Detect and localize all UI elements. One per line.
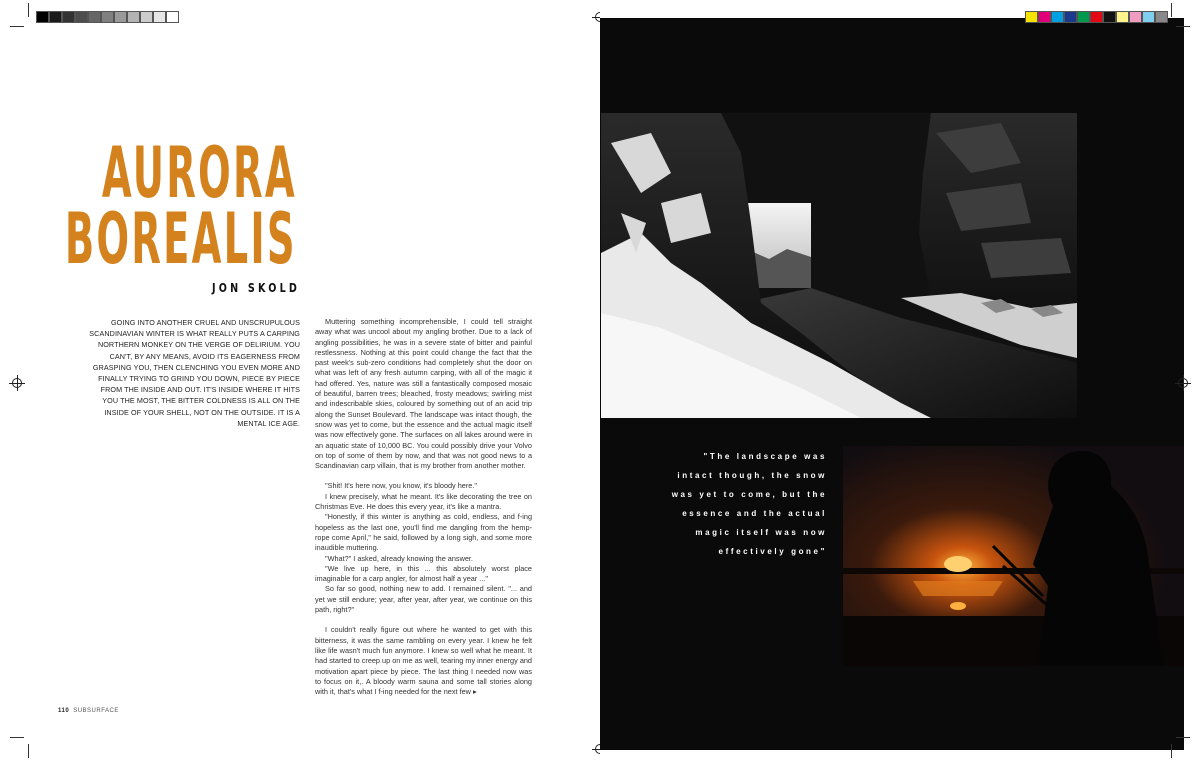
gray-patch [114, 11, 127, 23]
color-patch [1051, 11, 1064, 23]
gray-patch [127, 11, 140, 23]
pull-quote: "The landscape was intact though, the snow was yet to come, but the essence and the actual magic itself was now effectively gone" [671, 452, 827, 556]
article-title [64, 132, 297, 280]
color-patch [1142, 11, 1155, 23]
body-paragraph: Muttering something incomprehensible, I could tell straight away what was uncool about my angling brother. Due to a lack of angling possibilities, he was in a severe state of bitter and painful restlessness. Nothing at this point could change the fact that the past week's sub-zero conditions had completely shut the door on what was left of any fresh autumn carping, with all of the magic it had offered. Yes, nature was still a fantastically composed mosaic of beautiful, barren trees; bleached, frosty meadows; swirling mist and indescribable skies, coloured by something out of an acid trip along the Sunset Boulevard. The landscape was intact though, the snow was yet to come, but the essence and the actual magic itself was now effectively gone. The surfaces on all lakes around were in an aquatic state of 10,000 BC. You could possibly drive your Volvo on top of some of them by now, and that was not good news to a Scandinavian carp villain, that is my brother from another mother. [315, 317, 532, 471]
crop-mark [1171, 3, 1172, 17]
grayscale-color-bar [36, 11, 179, 23]
body-paragraph: "Honestly, if this winter is anything as cold, endless, and f-ing hopeless as the last one, you'll find me dangling from the hemp-rope come April," he said, followed by a long sigh, and some more inaudible muttering. [315, 512, 532, 553]
gray-patch [49, 11, 62, 23]
body-paragraph: I knew precisely, what he meant. It's like decorating the tree on Christmas Eve. He does this every year, it's like a mantra. [315, 491, 532, 512]
body-paragraph: "What?" I asked, already knowing the answer. [325, 553, 473, 563]
color-patch [1155, 11, 1168, 23]
color-patch [1090, 11, 1103, 23]
color-patch [1064, 11, 1077, 23]
color-patch [1116, 11, 1129, 23]
crop-mark [28, 744, 29, 758]
gray-patch [62, 11, 75, 23]
body-paragraph: "We live up here, in this ... this absolutely worst place imaginable for a carp angler, for almost half a year ..." [315, 563, 532, 584]
gray-patch [36, 11, 49, 23]
crop-mark [10, 737, 24, 738]
color-patch [1077, 11, 1090, 23]
color-patch [1038, 11, 1051, 23]
title-line-1: AURORA [102, 132, 297, 214]
body-column [315, 317, 532, 697]
author-byline: JON SKOLD [211, 281, 300, 295]
body-paragraph: "Shit! It's here now, you know, it's bloody here." [325, 481, 477, 491]
gray-patch [153, 11, 166, 23]
page-number: 110 [58, 708, 70, 714]
crop-mark [1171, 744, 1172, 758]
gray-patch [166, 11, 179, 23]
title-line-2: BOREALIS [64, 198, 297, 280]
crop-mark [1176, 737, 1190, 738]
crop-mark [1176, 26, 1190, 27]
color-patch [1025, 11, 1038, 23]
snowy-canyon-photo [601, 113, 1077, 418]
body-paragraph: I couldn't really figure out where he wanted to get with this bitterness, it was the same rambling on every year. I knew he felt like life wasn't much fun anymore. I knew so well what he meant. It had started to creep up on me as well, tearing my inner energy and motivation apart piece by piece. The last thing I needed now was to focus on it,. A bloody warm sauna and some tall stories along with it, that's what I f-ing needed for the next few ▸ [315, 625, 532, 697]
gray-patch [75, 11, 88, 23]
crop-mark [28, 3, 29, 17]
sunset-angler-photo [843, 446, 1184, 666]
registration-mark-right [1178, 378, 1188, 388]
gray-patch [101, 11, 114, 23]
color-patch [1103, 11, 1116, 23]
folio [58, 708, 119, 714]
registration-mark-left [12, 378, 22, 388]
color-patch [1129, 11, 1142, 23]
body-paragraph: So far so good, nothing new to add. I remained silent. "... and yet we still endure; year, after year, after year, we continue on this path, right?" [315, 584, 532, 615]
cmyk-color-bar [1025, 11, 1168, 23]
crop-mark [10, 26, 24, 27]
intro-paragraph: GOING INTO ANOTHER CRUEL AND UNSCRUPULOUS SCANDINAVIAN WINTER IS WHAT REALLY PUTS A CARPING NORTHERN MONKEY ON THE VERGE OF DELIRIUM. YOU CAN'T, BY ANY MEANS, AVOID ITS EAGERNESS FROM GRASPING YOU, THEN CLENCHING YOU EVEN MORE AND FINALLY TRYING TO GRIND YOU DOWN, PIECE BY PIECE FROM THE INSIDE AND OUT. IT'S INSIDE WHERE IT HITS YOU THE MOST, THE BITTER COLDNESS IS ALL ON THE INSIDE OF YOUR SHELL, NOT ON THE OUTSIDE. IT IS A MENTAL ICE AGE. [89, 318, 300, 428]
magazine-name: SUBSURFACE [73, 708, 119, 714]
gray-patch [88, 11, 101, 23]
gray-patch [140, 11, 153, 23]
